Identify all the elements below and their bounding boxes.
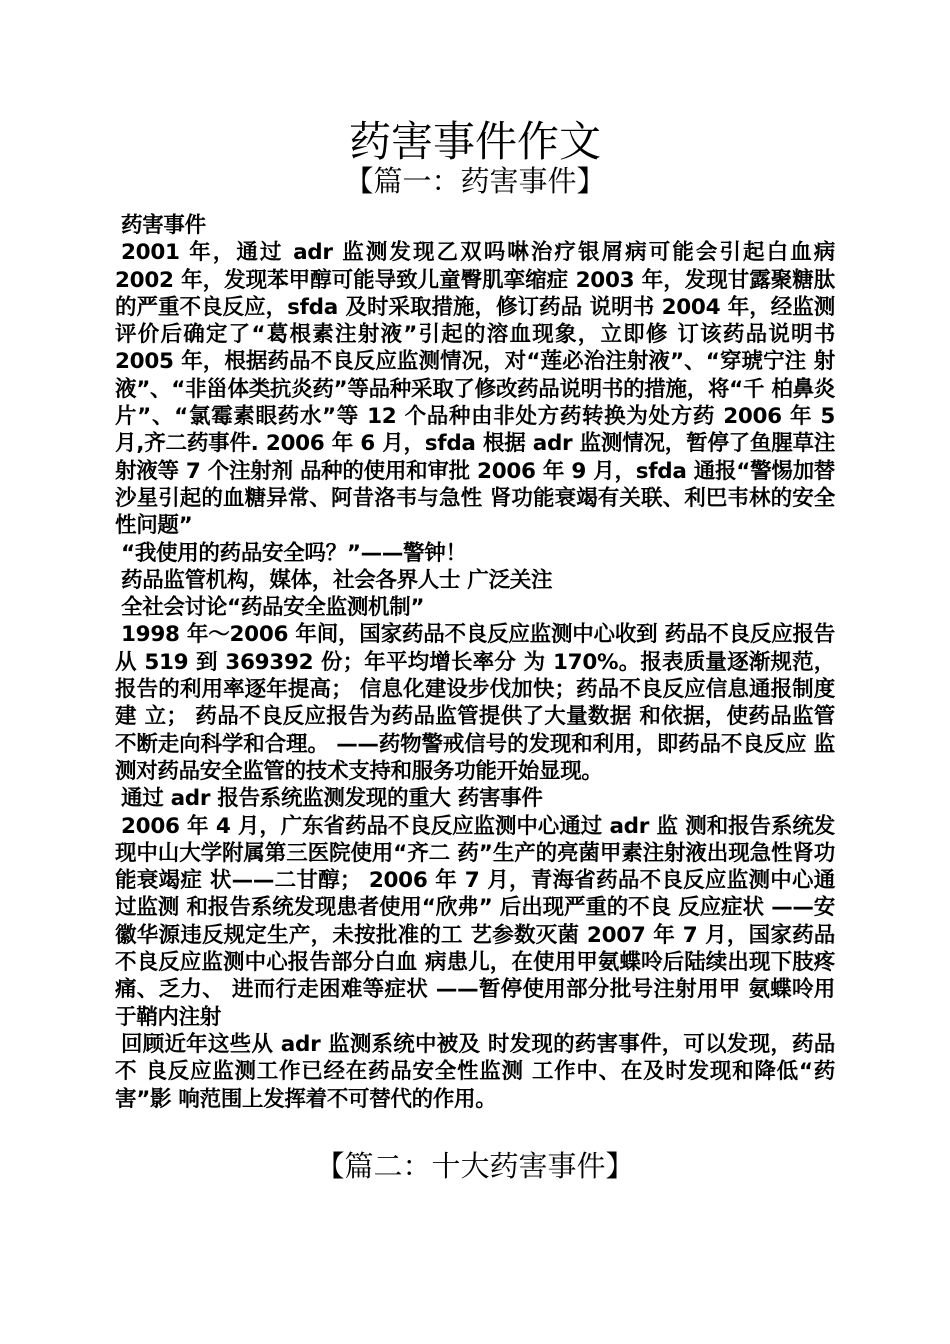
paragraph-public-attention: 药品监管机构，媒体，社会各界人士 广泛关注 bbox=[121, 567, 553, 593]
paragraph-topic-heading: 药害事件 bbox=[121, 213, 206, 238]
paragraph-major-events-heading: 通过 adr 报告系统监测发现的重大 药害事件 bbox=[121, 786, 543, 812]
paragraph-society-discussion: 全社会讨论“药品安全监测机制” bbox=[121, 595, 425, 621]
section-one-heading: 【篇一：药害事件】 bbox=[344, 164, 606, 198]
paragraph-alarm: “我使用的药品安全吗？”——警钟！ bbox=[121, 540, 467, 566]
section-one-body bbox=[115, 212, 835, 1113]
paragraph-conclusion: 回顾近年这些从 adr 监测系统中被及 时发现的药害事件，可以发现，药品不 良反应监测工作已经在药品安全性监测 工作中、在及时发现和降低“药害”影 响范围上发挥着不可替代的作用。 bbox=[115, 1031, 835, 1112]
paragraph-report-statistics: 1998 年～2006 年间，国家药品不良反应监测中心收到 药品不良反应报告从 519 到 369392 份；年平均增长率分 为 170%。报表质量逐渐规范，报告的利用率逐年提高； 信息化建设步伐加快；药品不良反应信息通报制度建 立； 药品不良反应报告为药品监管提供了大量数据 和依据，使药品监管不断走向科学和合理。 ——药物警戒信号的发现和利用，即药品不良反应 监测对药品安全监管的技术支持和服务功能开始显现。 bbox=[115, 622, 835, 784]
paragraph-event-timeline: 2001 年，通过 adr 监测发现乙双吗啉治疗银屑病可能会引起白血病 2002 年，发现苯甲醇可能导致儿童臀肌挛缩症 2003 年，发现甘露聚糖肽的严重不良反应，sfda 及时采取措施，修订药品 说明书 2004 年，经监测评价后确定了“葛根素注射液”引起的溶血现象，立即修 订该药品说明书 2005 年，根据药品不良反应监测情况，对“莲必治注射液”、“穿琥宁注 射液”、“非甾体类抗炎药”等品种采取了修改药品说明书的措施，将“千 柏鼻炎片”、“氯霉素眼药水”等 12 个品种由非处方药转换为处方药 2006 年 5 月,齐二药事件. 2006 年 6 月，sfda 根据 adr 监测情况，暂停了鱼腥草注射液等 7 个注射剂 品种的使用和审批 2006 年 9 月，sfda 通报“警惕加替沙星引起的血糖异常、阿昔洛韦与急性 肾功能衰竭有关联、利巴韦林的安全性问题” bbox=[115, 240, 835, 539]
document-title: 药害事件作文 bbox=[348, 117, 601, 166]
paragraph-major-events: 2006 年 4 月，广东省药品不良反应监测中心通过 adr 监 测和报告系统发现中山大学附属第三医院使用“齐二 药”生产的亮菌甲素注射液出现急性肾功能衰竭症 状——二甘醇； 2006 年 7 月，青海省药品不良反应监测中心通过监测 和报告系统发现患者使用“欣弗” 后出现严重的不良 反应症状 ——安徽华源违反规定生产，未按批准的工 艺参数灭菌 2007 年 7 月，国家药品不良反应监测中心报告部分白血 病患儿，在使用甲氨蝶呤后陆续出现下肢疼痛、乏力、 进而行走困难等症状 ——暂停使用部分批号注射用甲 氨蝶呤用于鞘内注射 bbox=[115, 813, 835, 1030]
section-two-heading: 【篇二：十大药害事件】 bbox=[315, 1149, 635, 1183]
